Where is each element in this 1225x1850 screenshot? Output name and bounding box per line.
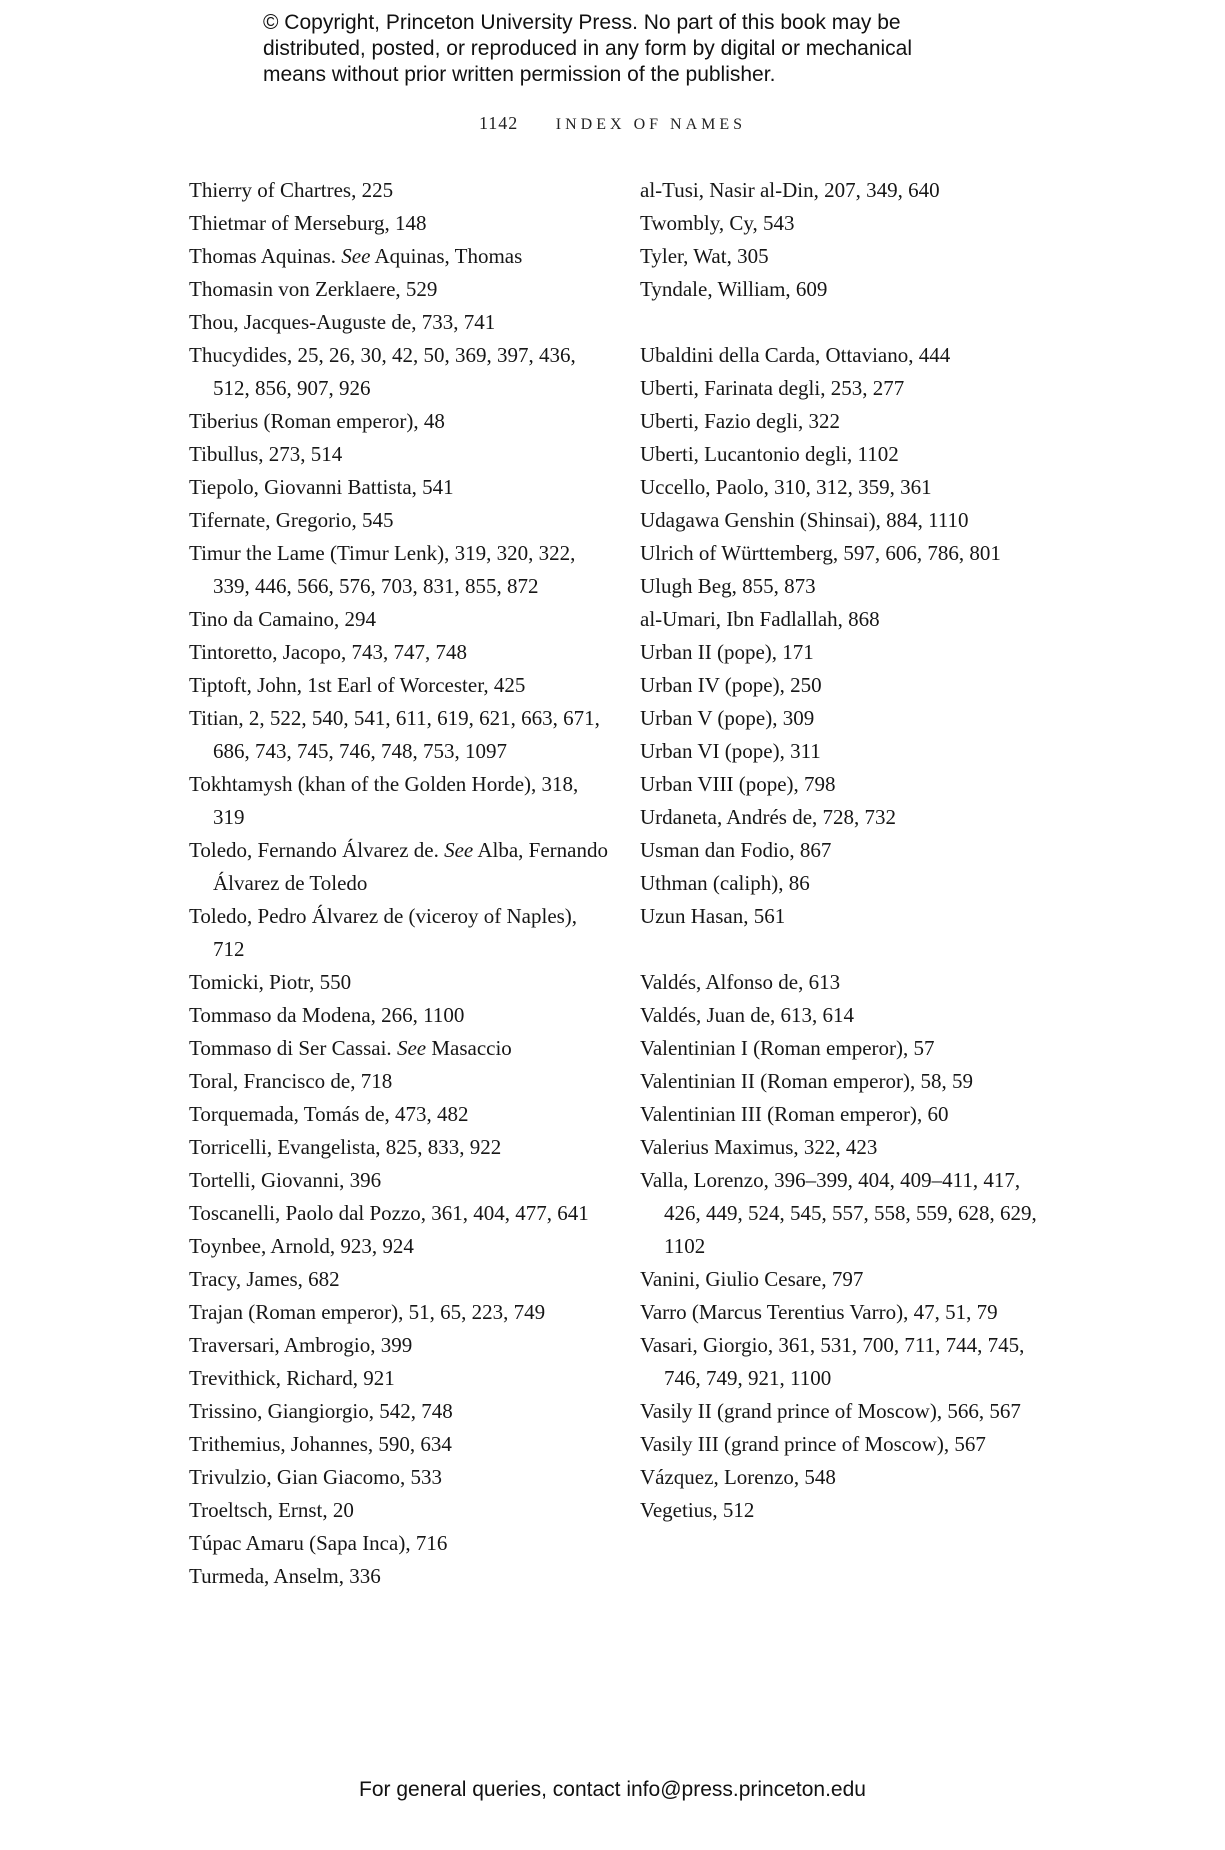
index-entry: [640, 603, 1060, 636]
index-entry: [640, 1032, 1060, 1065]
entry-text: Usman dan Fodio, 867: [640, 838, 832, 862]
entry-text: Trevithick, Richard, 921: [189, 1366, 395, 1390]
entry-text: Tortelli, Giovanni, 396: [189, 1168, 382, 1192]
index-entry: [640, 537, 1060, 570]
index-entry: [640, 1098, 1060, 1131]
index-entry: [189, 1329, 609, 1362]
index-entry: [189, 702, 609, 768]
entry-text: Urban II (pope), 171: [640, 640, 814, 664]
index-entry: [640, 405, 1060, 438]
index-entry: [189, 1230, 609, 1263]
see-target: Aquinas, Thomas: [370, 244, 523, 268]
entry-text: Ulrich of Württemberg, 597, 606, 786, 801: [640, 541, 1001, 565]
entry-text: Titian, 2, 522, 540, 541, 611, 619, 621, 663, 671, 686, 743, 745, 746, 748, 753, 1097: [189, 706, 600, 763]
entry-text: al-Tusi, Nasir al-Din, 207, 349, 640: [640, 178, 940, 202]
see-reference: See: [341, 244, 371, 268]
entry-text: Thierry of Chartres, 225: [189, 178, 394, 202]
index-entry: [640, 1395, 1060, 1428]
index-entry: [189, 603, 609, 636]
entry-text: Trissino, Giangiorgio, 542, 748: [189, 1399, 453, 1423]
index-entry: [189, 1395, 609, 1428]
index-entry: [189, 537, 609, 603]
entry-text: Valentinian I (Roman emperor), 57: [640, 1036, 935, 1060]
index-entry: [189, 207, 609, 240]
copyright-line: © Copyright, Princeton University Press. No part of this book may be: [263, 11, 901, 34]
index-entry: [640, 1164, 1060, 1263]
entry-text: Urban V (pope), 309: [640, 706, 815, 730]
index-entry: [189, 636, 609, 669]
index-entry: [189, 1131, 609, 1164]
index-entry: [189, 438, 609, 471]
index-entry: [640, 438, 1060, 471]
index-entry: [189, 1098, 609, 1131]
index-entry: [640, 207, 1060, 240]
entry-text: Tracy, James, 682: [189, 1267, 340, 1291]
entry-text: Tibullus, 273, 514: [189, 442, 343, 466]
index-entry: [189, 240, 609, 273]
index-entry: [189, 405, 609, 438]
index-entry: [189, 174, 609, 207]
entry-text: Urban VI (pope), 311: [640, 739, 821, 763]
copyright-line: distributed, posted, or reproduced in any form by digital or mechanical: [263, 37, 913, 60]
entry-text: Torquemada, Tomás de, 473, 482: [189, 1102, 469, 1126]
index-entry: [189, 339, 609, 405]
see-target: Alba, Fernando Álvarez de Toledo: [213, 838, 608, 895]
entry-text: Vázquez, Lorenzo, 548: [640, 1465, 836, 1489]
index-entry: [640, 900, 1060, 933]
entry-text: Varro (Marcus Terentius Varro), 47, 51, 79: [640, 1300, 998, 1324]
entry-text: Tiptoft, John, 1st Earl of Worcester, 425: [189, 673, 526, 697]
index-entry: [189, 1065, 609, 1098]
copyright-notice: [263, 10, 1023, 88]
entry-text: Vanini, Giulio Cesare, 797: [640, 1267, 864, 1291]
entry-text: Uberti, Fazio degli, 322: [640, 409, 841, 433]
index-entry: [189, 1263, 609, 1296]
entry-text: Toral, Francisco de, 718: [189, 1069, 393, 1093]
index-entry: [640, 801, 1060, 834]
index-entry: [640, 1131, 1060, 1164]
entry-text: Trithemius, Johannes, 590, 634: [189, 1432, 452, 1456]
index-entry: [189, 669, 609, 702]
entry-text: Toynbee, Arnold, 923, 924: [189, 1234, 414, 1258]
index-entry: [640, 735, 1060, 768]
index-entry: [640, 768, 1060, 801]
index-entry: [189, 306, 609, 339]
index-entry: [640, 702, 1060, 735]
index-entry: [640, 1494, 1060, 1527]
index-entry: [640, 669, 1060, 702]
entry-text: Tokhtamysh (khan of the Golden Horde), 318, 319: [189, 772, 579, 829]
entry-text: Tiepolo, Giovanni Battista, 541: [189, 475, 454, 499]
index-entry: [640, 966, 1060, 999]
index-entry: [640, 174, 1060, 207]
entry-text: Thucydides, 25, 26, 30, 42, 50, 369, 397, 436, 512, 856, 907, 926: [189, 343, 576, 400]
index-entry: [189, 504, 609, 537]
entry-text: Tino da Camaino, 294: [189, 607, 377, 631]
entry-text: Vegetius, 512: [640, 1498, 755, 1522]
index-entry: [640, 1428, 1060, 1461]
index-entry: [640, 273, 1060, 306]
entry-text: Tomicki, Piotr, 550: [189, 970, 352, 994]
index-entry: [189, 966, 609, 999]
entry-text: al-Umari, Ibn Fadlallah, 868: [640, 607, 880, 631]
index-entry: [189, 1296, 609, 1329]
entry-text: Ulugh Beg, 855, 873: [640, 574, 816, 598]
index-entry: [640, 240, 1060, 273]
entry-text: Urdaneta, Andrés de, 728, 732: [640, 805, 897, 829]
index-entry: [189, 768, 609, 834]
index-entry: [640, 636, 1060, 669]
copyright-line: means without prior written permission of the publisher.: [263, 63, 776, 86]
entry-text: Túpac Amaru (Sapa Inca), 716: [189, 1531, 448, 1555]
entry-text: Vasily II (grand prince of Moscow), 566, 567: [640, 1399, 1021, 1423]
index-entry: [189, 1527, 609, 1560]
index-entry: [189, 900, 609, 966]
index-entry: [640, 372, 1060, 405]
entry-text: Timur the Lame (Timur Lenk), 319, 320, 322, 339, 446, 566, 576, 703, 831, 855, 872: [189, 541, 576, 598]
index-entry: [640, 834, 1060, 867]
footer-contact: For general queries, contact info@press.princeton.edu: [359, 1778, 866, 1801]
entry-text: Trajan (Roman emperor), 51, 65, 223, 749: [189, 1300, 546, 1324]
entry-text: Tyndale, William, 609: [640, 277, 828, 301]
entry-text: Vasari, Giorgio, 361, 531, 700, 711, 744, 745, 746, 749, 921, 1100: [640, 1333, 1025, 1390]
entry-text: Urban IV (pope), 250: [640, 673, 822, 697]
entry-text: Torricelli, Evangelista, 825, 833, 922: [189, 1135, 502, 1159]
entry-text: Tiberius (Roman emperor), 48: [189, 409, 445, 433]
index-entry: [640, 1461, 1060, 1494]
index-entry: [189, 999, 609, 1032]
see-target: Masaccio: [426, 1036, 512, 1060]
index-entry: [189, 273, 609, 306]
entry-text: Uzun Hasan, 561: [640, 904, 786, 928]
index-entry: [189, 471, 609, 504]
entry-text: Tommaso da Modena, 266, 1100: [189, 1003, 465, 1027]
index-column-left: [189, 174, 609, 1593]
index-column-right: [640, 174, 1060, 1527]
entry-text: Toledo, Fernando Álvarez de.: [189, 838, 445, 862]
entry-text: Ubaldini della Carda, Ottaviano, 444: [640, 343, 951, 367]
entry-text: Uberti, Lucantonio degli, 1102: [640, 442, 899, 466]
entry-text: Valentinian II (Roman emperor), 58, 59: [640, 1069, 973, 1093]
entry-text: Traversari, Ambrogio, 399: [189, 1333, 413, 1357]
index-entry: [189, 1164, 609, 1197]
index-entry: [189, 834, 609, 900]
index-entry: [640, 1329, 1060, 1395]
page-title: INDEX OF NAMES: [555, 116, 747, 133]
index-entry: [189, 1032, 609, 1065]
see-reference: See: [444, 838, 474, 862]
entry-text: Valerius Maximus, 322, 423: [640, 1135, 878, 1159]
entry-text: Thomas Aquinas.: [189, 244, 342, 268]
entry-text: Valdés, Alfonso de, 613: [640, 970, 841, 994]
entry-text: Trivulzio, Gian Giacomo, 533: [189, 1465, 442, 1489]
page-number: 1142: [478, 113, 519, 133]
index-entry: [640, 1065, 1060, 1098]
entry-text: Uthman (caliph), 86: [640, 871, 810, 895]
entry-text: Twombly, Cy, 543: [640, 211, 795, 235]
index-entry: [189, 1560, 609, 1593]
index-entry: [640, 999, 1060, 1032]
entry-text: Thomasin von Zerklaere, 529: [189, 277, 438, 301]
see-reference: See: [396, 1036, 427, 1060]
entry-text: Vasily III (grand prince of Moscow), 567: [640, 1432, 986, 1456]
entry-text: Turmeda, Anselm, 336: [189, 1564, 381, 1588]
index-entry: [640, 504, 1060, 537]
index-entry: [189, 1494, 609, 1527]
index-entry: [189, 1428, 609, 1461]
entry-text: Thou, Jacques-Auguste de, 733, 741: [189, 310, 496, 334]
index-entry: [189, 1461, 609, 1494]
index-entry: [640, 339, 1060, 372]
entry-text: Uberti, Farinata degli, 253, 277: [640, 376, 905, 400]
index-entry: [640, 1263, 1060, 1296]
entry-text: Urban VIII (pope), 798: [640, 772, 836, 796]
entry-text: Toscanelli, Paolo dal Pozzo, 361, 404, 477, 641: [189, 1201, 589, 1225]
index-entry: [189, 1362, 609, 1395]
section-spacer: [640, 306, 1060, 339]
section-spacer: [640, 933, 1060, 966]
entry-text: Thietmar of Merseburg, 148: [189, 211, 427, 235]
index-entry: [640, 570, 1060, 603]
index-entry: [189, 1197, 609, 1230]
entry-text: Udagawa Genshin (Shinsai), 884, 1110: [640, 508, 969, 532]
entry-text: Tifernate, Gregorio, 545: [189, 508, 394, 532]
entry-text: Troeltsch, Ernst, 20: [189, 1498, 354, 1522]
entry-text: Valdés, Juan de, 613, 614: [640, 1003, 855, 1027]
entry-text: Toledo, Pedro Álvarez de (viceroy of Naples), 712: [189, 904, 578, 961]
index-entry: [640, 1296, 1060, 1329]
entry-text: Tintoretto, Jacopo, 743, 747, 748: [189, 640, 468, 664]
entry-text: Tyler, Wat, 305: [640, 244, 769, 268]
entry-text: Valentinian III (Roman emperor), 60: [640, 1102, 949, 1126]
index-entry: [640, 471, 1060, 504]
entry-text: Tommaso di Ser Cassai.: [189, 1036, 397, 1060]
index-entry: [640, 867, 1060, 900]
running-head: [0, 113, 1225, 134]
entry-text: Uccello, Paolo, 310, 312, 359, 361: [640, 475, 932, 499]
entry-text: Valla, Lorenzo, 396–399, 404, 409–411, 417, 426, 449, 524, 545, 557, 558, 559, 628, 629, 1102: [640, 1168, 1037, 1258]
